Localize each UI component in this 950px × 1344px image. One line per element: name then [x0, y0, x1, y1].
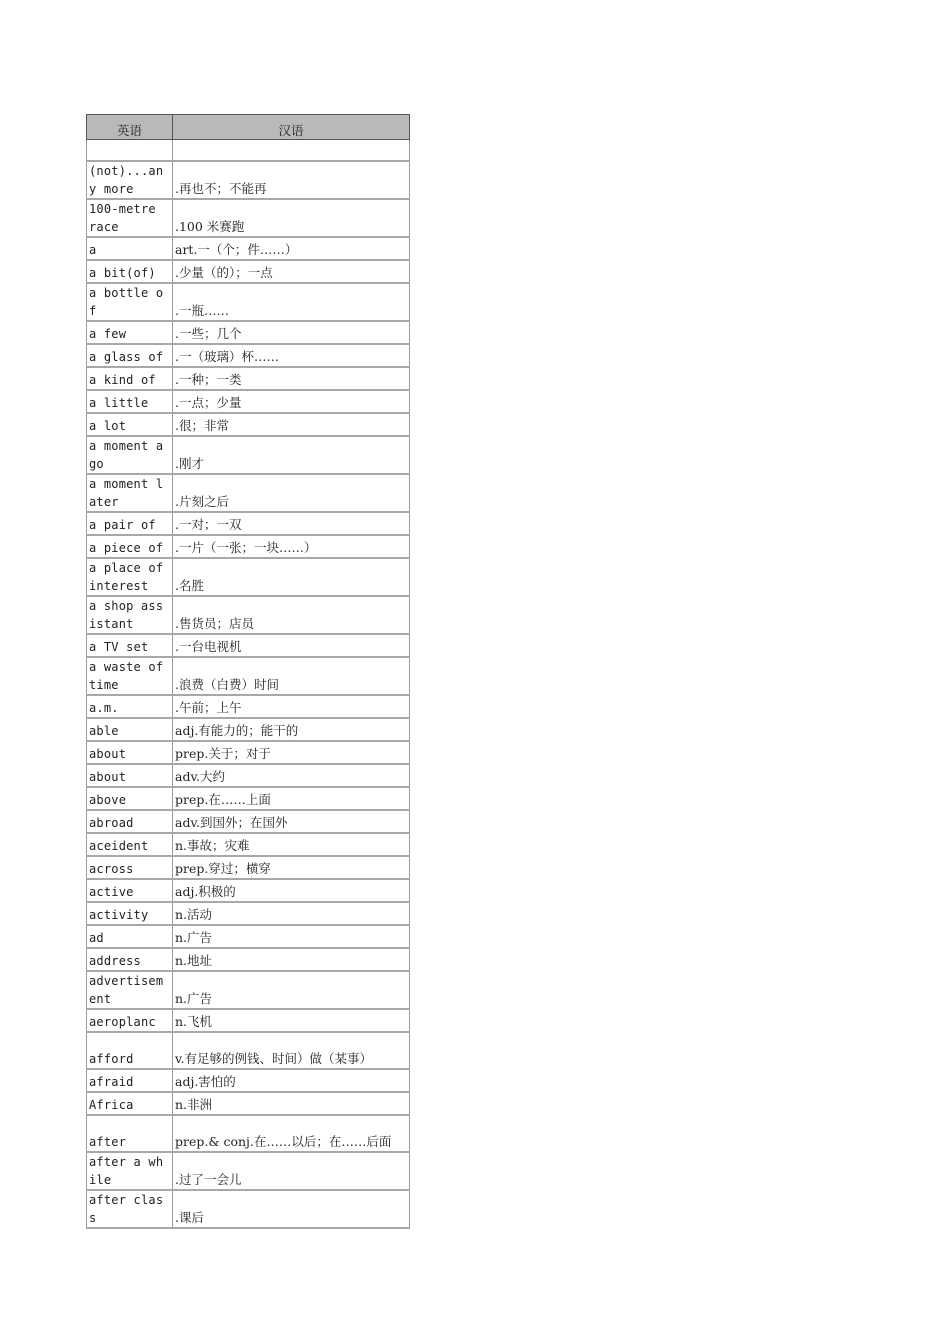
table-row: [87, 596, 410, 634]
table-row: [87, 948, 410, 971]
table-row: [87, 436, 410, 474]
english-cell: a pair of: [87, 512, 173, 535]
table-row: [87, 787, 410, 810]
table-row: [87, 260, 410, 283]
english-cell: across: [87, 856, 173, 879]
chinese-cell: adj.害怕的: [173, 1069, 410, 1092]
english-cell: a lot: [87, 413, 173, 436]
table-row: [87, 344, 410, 367]
vocabulary-rows: [87, 140, 410, 1229]
english-cell: a waste of time: [87, 657, 173, 695]
chinese-cell: prep.在……上面: [173, 787, 410, 810]
vocabulary-table: [86, 114, 410, 1229]
table-row: [87, 474, 410, 512]
chinese-cell: adv.大约: [173, 764, 410, 787]
table-row: [87, 512, 410, 535]
table-row: [87, 634, 410, 657]
table-row: [87, 695, 410, 718]
table-row: [87, 741, 410, 764]
chinese-cell: .浪费（白费）时间: [173, 657, 410, 695]
english-cell: about: [87, 764, 173, 787]
english-cell: address: [87, 948, 173, 971]
header-chinese: 汉语: [173, 115, 410, 140]
english-cell: afraid: [87, 1069, 173, 1092]
chinese-cell: .一片（一张；一块……）: [173, 535, 410, 558]
english-cell: after: [87, 1115, 173, 1152]
english-cell: above: [87, 787, 173, 810]
chinese-cell: .一瓶……: [173, 283, 410, 321]
english-cell: a TV set: [87, 634, 173, 657]
chinese-cell: art.一（个；件……）: [173, 237, 410, 260]
chinese-cell: prep.关于；对于: [173, 741, 410, 764]
english-cell: a moment later: [87, 474, 173, 512]
table-row: [87, 657, 410, 695]
chinese-cell: .名胜: [173, 558, 410, 596]
english-cell: a: [87, 237, 173, 260]
chinese-cell: .片刻之后: [173, 474, 410, 512]
chinese-cell: n.活动: [173, 902, 410, 925]
chinese-cell: .过了一会儿: [173, 1152, 410, 1190]
chinese-cell: .一点；少量: [173, 390, 410, 413]
english-cell: a glass of: [87, 344, 173, 367]
chinese-cell: .售货员；店员: [173, 596, 410, 634]
chinese-cell: v.有足够的例钱、时间）做（某事）: [173, 1032, 410, 1069]
chinese-cell: .一（玻璃）杯……: [173, 344, 410, 367]
english-cell: a bit(of): [87, 260, 173, 283]
chinese-cell: .再也不；不能再: [173, 161, 410, 199]
english-cell: afford: [87, 1032, 173, 1069]
table-row: [87, 321, 410, 344]
table-row: [87, 1115, 410, 1152]
table-row: [87, 879, 410, 902]
english-cell: a moment ago: [87, 436, 173, 474]
chinese-cell: n.非洲: [173, 1092, 410, 1115]
chinese-cell: [173, 140, 410, 162]
table-row: [87, 237, 410, 260]
english-cell: 100-metre race: [87, 199, 173, 237]
english-cell: Africa: [87, 1092, 173, 1115]
english-cell: abroad: [87, 810, 173, 833]
english-cell: after a while: [87, 1152, 173, 1190]
english-cell: aeroplanc: [87, 1009, 173, 1032]
table-row: [87, 558, 410, 596]
english-cell: a.m.: [87, 695, 173, 718]
header-english: 英语: [87, 115, 173, 140]
table-row: [87, 718, 410, 741]
chinese-cell: .刚才: [173, 436, 410, 474]
table-row: [87, 1069, 410, 1092]
english-cell: ad: [87, 925, 173, 948]
chinese-cell: n.广告: [173, 925, 410, 948]
chinese-cell: .午前；上午: [173, 695, 410, 718]
table-row: [87, 535, 410, 558]
chinese-cell: n.广告: [173, 971, 410, 1009]
chinese-cell: prep.& conj.在……以后；在……后面: [173, 1115, 410, 1152]
chinese-cell: adj.积极的: [173, 879, 410, 902]
table-row: [87, 283, 410, 321]
english-cell: a place of interest: [87, 558, 173, 596]
english-cell: after class: [87, 1190, 173, 1228]
english-cell: activity: [87, 902, 173, 925]
chinese-cell: .100 米赛跑: [173, 199, 410, 237]
english-cell: active: [87, 879, 173, 902]
english-cell: a kind of: [87, 367, 173, 390]
english-cell: a bottle of: [87, 283, 173, 321]
english-cell: [87, 140, 173, 162]
chinese-cell: .很；非常: [173, 413, 410, 436]
english-cell: a little: [87, 390, 173, 413]
table-row: [87, 413, 410, 436]
english-cell: aceident: [87, 833, 173, 856]
table-row: [87, 390, 410, 413]
english-cell: a piece of: [87, 535, 173, 558]
chinese-cell: .一种；一类: [173, 367, 410, 390]
table-row: [87, 1152, 410, 1190]
table-row: [87, 833, 410, 856]
table-row: [87, 971, 410, 1009]
table-row: [87, 856, 410, 879]
table-row: [87, 199, 410, 237]
header-row: [87, 115, 410, 140]
chinese-cell: n.地址: [173, 948, 410, 971]
english-cell: a few: [87, 321, 173, 344]
chinese-cell: .课后: [173, 1190, 410, 1228]
table-row: [87, 764, 410, 787]
english-cell: about: [87, 741, 173, 764]
table-row: [87, 161, 410, 199]
table-row: [87, 140, 410, 162]
chinese-cell: .一台电视机: [173, 634, 410, 657]
table-row: [87, 1032, 410, 1069]
table-row: [87, 367, 410, 390]
table-row: [87, 1190, 410, 1228]
chinese-cell: n.事故；灾难: [173, 833, 410, 856]
table-row: [87, 810, 410, 833]
english-cell: advertisement: [87, 971, 173, 1009]
chinese-cell: .一对；一双: [173, 512, 410, 535]
chinese-cell: prep.穿过；横穿: [173, 856, 410, 879]
chinese-cell: adj.有能力的；能干的: [173, 718, 410, 741]
english-cell: (not)...any more: [87, 161, 173, 199]
table-row: [87, 902, 410, 925]
chinese-cell: n.飞机: [173, 1009, 410, 1032]
table-row: [87, 1009, 410, 1032]
chinese-cell: .少量（的）；一点: [173, 260, 410, 283]
chinese-cell: .一些；几个: [173, 321, 410, 344]
english-cell: a shop assistant: [87, 596, 173, 634]
chinese-cell: adv.到国外；在国外: [173, 810, 410, 833]
table-row: [87, 925, 410, 948]
english-cell: able: [87, 718, 173, 741]
table-row: [87, 1092, 410, 1115]
